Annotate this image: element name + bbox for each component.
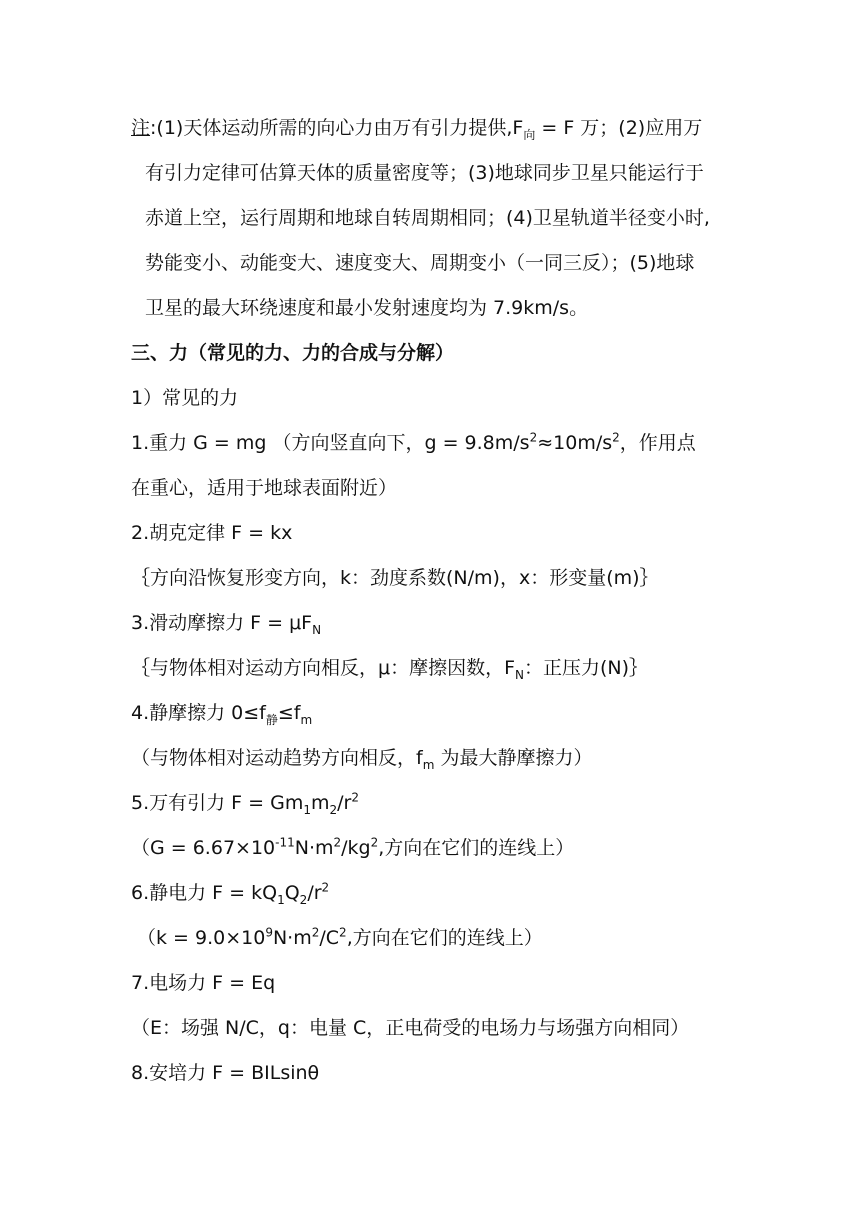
- item-electrostatic-force: 6.静电力 $F = kQ_1Q_2/r^2$: [131, 880, 330, 907]
- note-line-4: 势能变小、动能变大、速度变大、周期变小（一同三反）；(5)地球: [145, 252, 695, 274]
- item-sliding-friction-note: ｛与物体相对运动方向相反，μ：摩擦因数，$F_N$：正压力(N)｝: [131, 657, 649, 682]
- note-line-5: 卫星的最大环绕速度和最小发射速度均为 7.9km/s。: [145, 297, 589, 319]
- item-electric-field-force: 7.电场力 F = Eq: [131, 972, 276, 994]
- sub-heading: 1）常见的力: [131, 387, 239, 409]
- item-universal-gravitation: 5.万有引力 $F = Gm_1m_2/r^2$: [131, 790, 359, 817]
- item-hooke: 2.胡克定律 F = kx: [131, 522, 293, 544]
- item-electric-field-force-note: （E：场强 N/C，q：电量 C，正电荷受的电场力与场强方向相同）: [131, 1017, 690, 1039]
- item-electrostatic-force-note: （$k = 9.0\times 10^9N\cdot m^2/C^2$,方向在它们的连线上）: [137, 925, 543, 949]
- item-ampere-force: 8.安培力 F = BILsinθ: [131, 1062, 320, 1084]
- note-line-3: 赤道上空，运行周期和地球自转周期相同；(4)卫星轨道半径变小时,: [145, 207, 710, 229]
- item-gravity-line-2: 在重心，适用于地球表面附近）: [131, 477, 398, 499]
- note-label: 注: [131, 117, 151, 139]
- item-static-friction: 4.静摩擦力 $0\le f_静\le f_m$: [131, 702, 313, 727]
- item-hooke-note: ｛方向沿恢复形变方向，k：劲度系数(N/m)，x：形变量(m)｝: [131, 567, 659, 589]
- note-line-2: 有引力定律可估算天体的质量密度等；(3)地球同步卫星只能运行于: [145, 162, 704, 184]
- item-static-friction-note: （与物体相对运动趋势方向相反，$f_m$ 为最大静摩擦力）: [131, 747, 593, 772]
- item-gravity: 1.重力 G = mg （方向竖直向下，$g = 9.8m/s^2\approx 10m/s^2$，作用点: [131, 430, 696, 454]
- note-line-1: 注:(1)天体运动所需的向心力由万有引力提供$,F_向 = F$ 万；(2)应用万: [131, 117, 703, 142]
- item-sliding-friction: 3.滑动摩擦力 $F = \mu F_N$: [131, 612, 322, 637]
- item-universal-gravitation-note: （$G = 6.67\times 10^{-11}N\cdot m^2/kg^2$,方向在它们的连线上）: [131, 835, 575, 859]
- section-heading: 三、力（常见的力、力的合成与分解）: [131, 342, 455, 364]
